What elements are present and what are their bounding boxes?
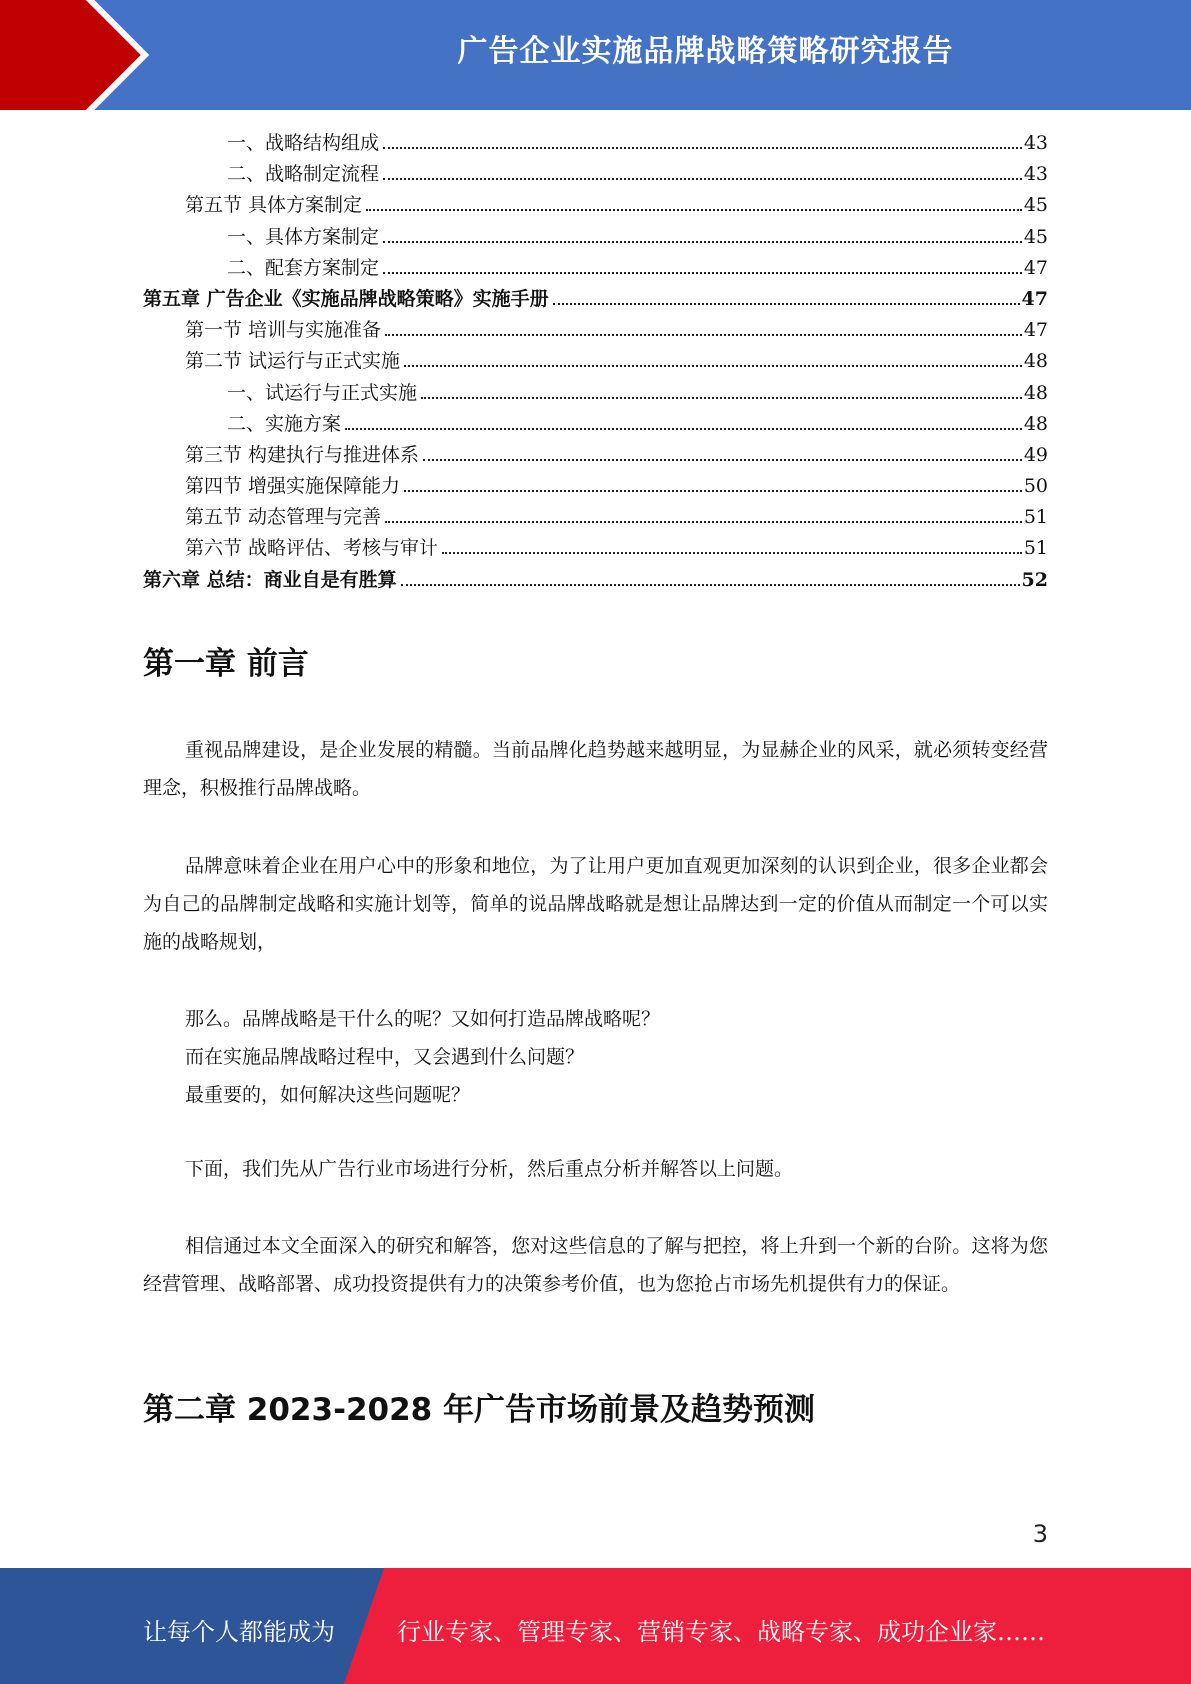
toc-dot-leader xyxy=(345,428,1022,430)
toc-entry-label: 第三节 构建执行与推进体系 xyxy=(185,443,420,466)
toc-entry-label: 一、战略结构组成 xyxy=(227,132,380,154)
toc-entry[interactable] xyxy=(143,409,1048,440)
toc-dot-leader xyxy=(404,490,1022,492)
toc-dot-leader xyxy=(421,397,1022,399)
toc-dot-leader xyxy=(553,303,1020,305)
toc-entry[interactable] xyxy=(143,346,1048,377)
toc-dot-leader xyxy=(401,584,1020,586)
table-of-contents xyxy=(143,128,1048,596)
toc-dot-leader xyxy=(383,241,1022,243)
chapter-1-heading: 第一章 前言 xyxy=(143,646,309,682)
toc-entry-page: 43 xyxy=(1023,132,1048,154)
page-footer xyxy=(0,1568,1191,1684)
toc-entry-label: 二、战略制定流程 xyxy=(227,163,380,186)
toc-entry[interactable] xyxy=(143,440,1048,471)
toc-entry-page: 47 xyxy=(1021,287,1048,310)
toc-entry-label: 一、试运行与正式实施 xyxy=(227,381,418,404)
toc-dot-leader xyxy=(366,209,1022,211)
paragraph: 那么。品牌战略是干什么的呢？又如何打造品牌战略呢？ xyxy=(185,1008,661,1030)
toc-entry-label: 二、配套方案制定 xyxy=(227,256,380,279)
toc-dot-leader xyxy=(383,147,1022,149)
toc-dot-leader xyxy=(385,334,1022,336)
page-header xyxy=(0,0,1191,110)
toc-entry-label: 二、实施方案 xyxy=(227,412,342,435)
toc-entry-label: 第五节 具体方案制定 xyxy=(185,194,363,217)
toc-entry-page: 43 xyxy=(1023,163,1048,186)
toc-dot-leader xyxy=(404,365,1022,367)
toc-entry-page: 51 xyxy=(1023,506,1048,529)
toc-dot-leader xyxy=(383,272,1022,274)
toc-dot-leader xyxy=(423,459,1022,461)
toc-entry-label: 一、具体方案制定 xyxy=(227,225,380,248)
toc-entry-label: 第五章 广告企业《实施品牌战略策略》实施手册 xyxy=(143,287,549,310)
footer-slogan-right: 行业专家、管理专家、营销专家、战略专家、成功企业家…… xyxy=(397,1618,1045,1646)
page-number: 3 xyxy=(1032,1520,1048,1548)
toc-entry-page: 50 xyxy=(1023,475,1048,498)
toc-dot-leader xyxy=(442,552,1022,554)
toc-entry-label: 第六章 总结：商业自是有胜算 xyxy=(143,568,397,591)
paragraph: 最重要的，如何解决这些问题呢？ xyxy=(185,1084,471,1106)
toc-entry[interactable] xyxy=(143,128,1048,159)
toc-entry[interactable] xyxy=(143,471,1048,502)
toc-entry-page: 47 xyxy=(1023,256,1048,279)
paragraph: 下面，我们先从广告行业市场进行分析，然后重点分析并解答以上问题。 xyxy=(185,1158,794,1180)
paragraph: 品牌意味着企业在用户心中的形象和地位，为了让用户更加直观更加深刻的认识到企业，很多企业都会为自己的品牌制定战略和实施计划等，简单的说品牌战略就是想让品牌达到一定的价值从而制定一个可以实施的战略规划， xyxy=(143,855,1048,953)
paragraph: 而在实施品牌战略过程中，又会遇到什么问题？ xyxy=(185,1046,585,1068)
chapter-2-heading: 第二章 2023-2028 年广告市场前景及趋势预测 xyxy=(143,1392,816,1428)
toc-entry[interactable] xyxy=(143,502,1048,533)
footer-slogan-left: 让每个人都能成为 xyxy=(143,1618,335,1646)
toc-entry[interactable] xyxy=(143,533,1048,564)
header-red-chevron xyxy=(0,0,148,110)
toc-entry-label: 第五节 动态管理与完善 xyxy=(185,506,382,529)
toc-entry-page: 45 xyxy=(1023,194,1048,217)
paragraph: 相信通过本文全面深入的研究和解答，您对这些信息的了解与把控，将上升到一个新的台阶。这将为您经营管理、战略部署、成功投资提供有力的决策参考价值，也为您抢占市场先机提供有力的保证。 xyxy=(143,1235,1048,1295)
toc-entry[interactable] xyxy=(143,565,1048,596)
toc-entry-page: 52 xyxy=(1021,568,1048,591)
toc-entry-page: 45 xyxy=(1023,225,1048,248)
toc-entry[interactable] xyxy=(143,378,1048,409)
toc-entry[interactable] xyxy=(143,159,1048,190)
toc-entry-page: 49 xyxy=(1023,443,1048,466)
toc-dot-leader xyxy=(383,178,1022,180)
toc-entry[interactable] xyxy=(143,190,1048,221)
paragraph: 重视品牌建设，是企业发展的精髓。当前品牌化趋势越来越明显，为显赫企业的风采，就必须转变经营理念，积极推行品牌战略。 xyxy=(143,739,1048,799)
toc-entry-label: 第一节 培训与实施准备 xyxy=(185,319,382,342)
toc-entry[interactable] xyxy=(143,284,1048,315)
header-title: 广告企业实施品牌战略策略研究报告 xyxy=(457,34,954,69)
toc-entry[interactable] xyxy=(143,315,1048,346)
toc-dot-leader xyxy=(385,521,1022,523)
toc-entry-label: 第六节 战略评估、考核与审计 xyxy=(185,537,439,560)
toc-entry-page: 48 xyxy=(1023,350,1048,373)
toc-entry-label: 第四节 增强实施保障能力 xyxy=(185,475,401,498)
toc-entry-page: 48 xyxy=(1023,412,1048,435)
toc-entry-label: 第二节 试运行与正式实施 xyxy=(185,350,401,373)
toc-entry[interactable] xyxy=(143,253,1048,284)
toc-entry-page: 51 xyxy=(1023,537,1048,560)
toc-entry-page: 48 xyxy=(1023,381,1048,404)
toc-entry-page: 47 xyxy=(1023,319,1048,342)
toc-entry[interactable] xyxy=(143,222,1048,253)
